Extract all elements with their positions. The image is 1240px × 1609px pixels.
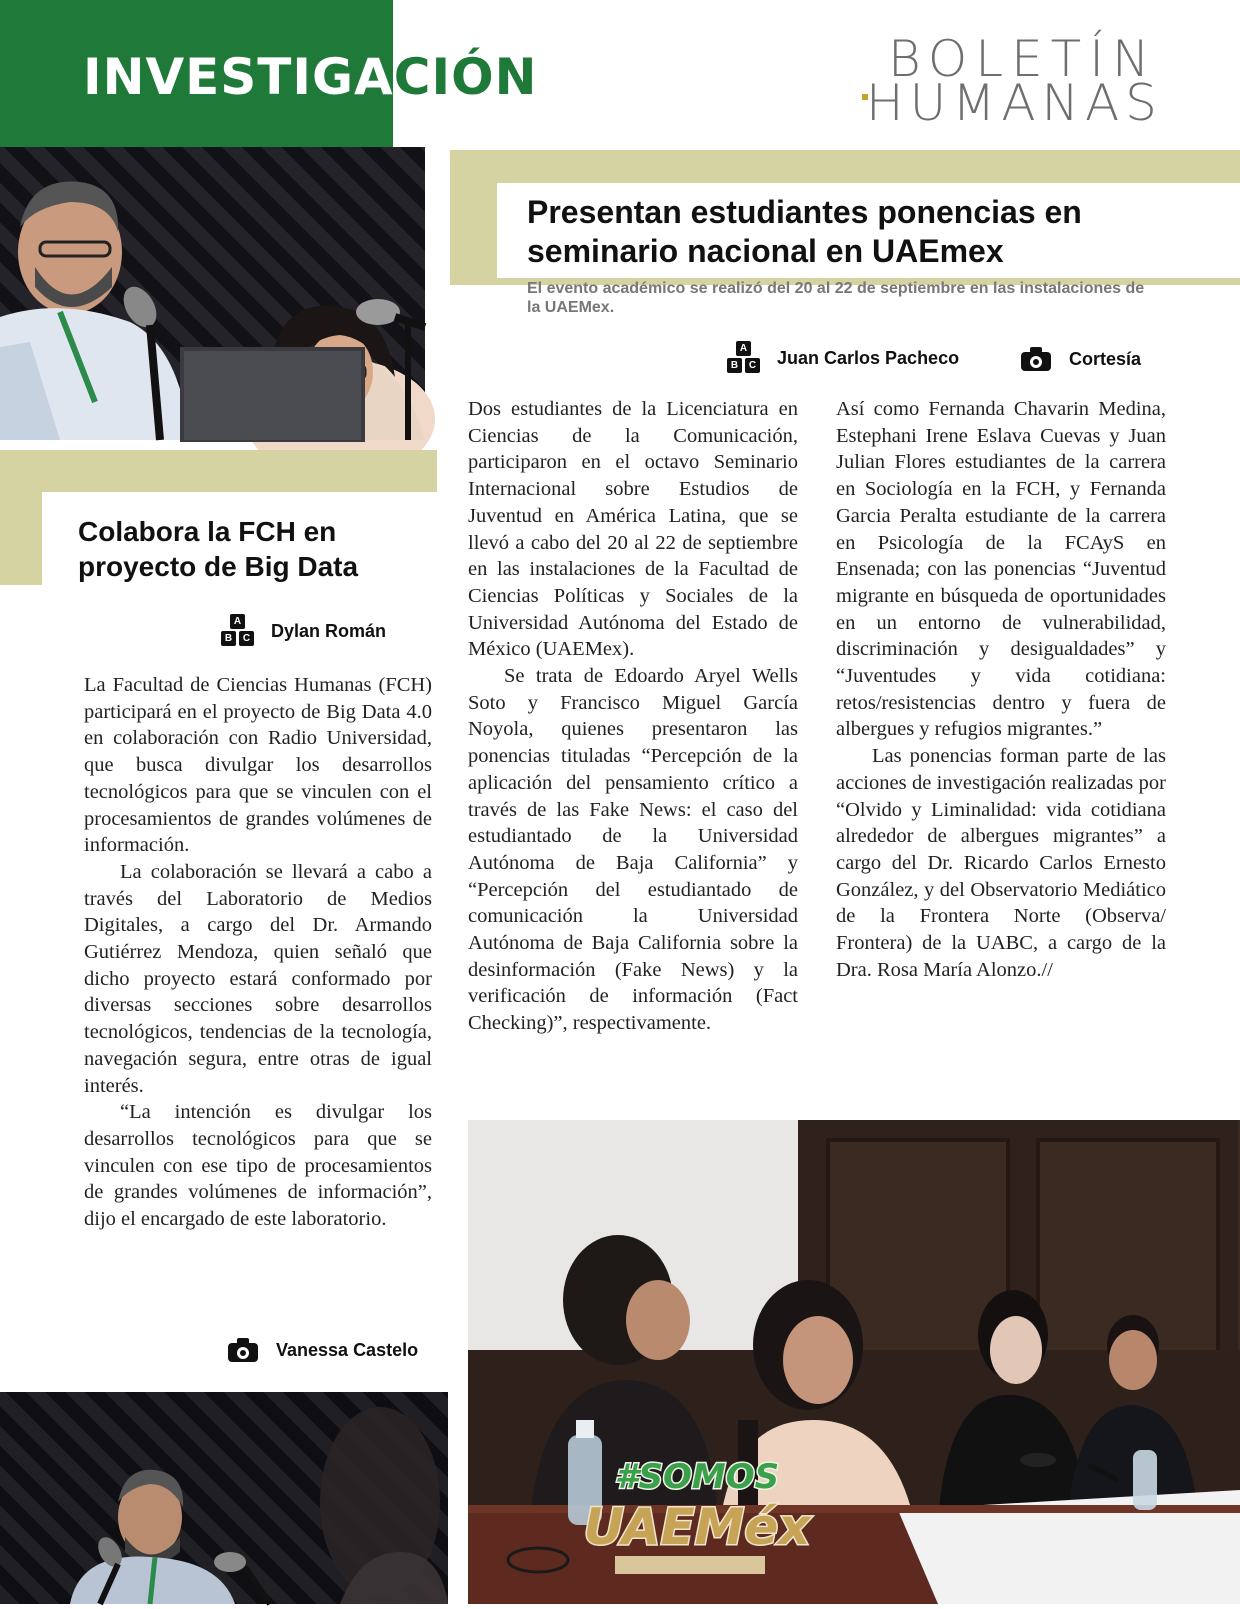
side-author-name: Dylan Román [271,620,387,641]
side-paragraph: “La intención es divulgar los desarrollos tecnológicos para que se vinculen con ese tipo de procesamientos de grandes volúmenes de información”, dijo el encargado de este laboratorio. [84,1101,432,1231]
section-title-part2: CIÓN [393,48,538,106]
main-photo-credit [1021,347,1141,371]
side-article-title: Colabora la FCH en proyecto de Big Data [78,516,359,582]
main-article-subtitle: El evento académico se realizó del 20 al 22 de septiembre en las instalaciones de la UAEMex. [527,280,1145,316]
section-title [83,48,537,106]
author-abc-icon: A B C [221,614,255,648]
camera-icon [1021,347,1051,371]
boletin-humanas-logo [862,30,1182,132]
side-author-byline [221,614,386,648]
side-article-body [84,672,432,1233]
side-photo-credit [228,1338,418,1362]
radio-studio-illustration [0,147,425,440]
somos-line1: #SOMOS [614,1457,780,1497]
main-paragraph: Así como Fernanda Chavarin Medina, Estephani Irene Eslava Cuevas y Juan Julian Flores estudiantes de la carrera en Sociología en la FCH, y Fernanda Garcia Peralta estudiante de la carrera en Psicología de la FCAyS en Ensenada; con las ponencias “Juventud migrante en búsqueda de oportunidades en un entorno de vulnerabilidad, discriminación y desigualdades” y “Juventudes y vida cotidiana: retos/resistencias dentro y fuera de albergues y refugios migrantes.” [836,398,1166,741]
logo-line2: HUMANAS [866,74,1163,132]
main-article-column-2 [836,396,1166,983]
main-article-title: Presentan estudiantes ponencias en seminario nacional en UAEmex [527,194,1082,269]
somos-sign-graphic [583,1436,811,1576]
side-paragraph: La colaboración se llevará a cabo a través del Laboratorio de Medios Digitales, a cargo del Dr. Armando Gutiérrez Mendoza, quien señaló que dicho proyecto estará conformado por diversas secciones sobre desarrollos tecnológicos, tendencias de la tecnología, navegación segura, entre otras de igual interés. [84,860,432,1097]
photo-radio-studio-top [0,147,425,440]
logo-line1: BOLETÍN [888,30,1158,88]
main-article-column-1 [468,396,798,1037]
main-paragraph: Las ponencias forman parte de las acciones de investigación realizadas por “Olvido y Liminalidad: vida cotidiana alrededor de albergues migrantes” a cargo del Dr. Ricardo Carlos Ernesto González, y del Observatorio Mediático de la Frontera Norte (Observa/ Frontera) de la UABC, a cargo de la Dra. Rosa María Alonzo.// [836,745,1166,981]
side-photo-credit-name: Vanessa Castelo [276,1339,419,1360]
section-title-part1: INVESTIGA [83,48,394,106]
photo-radio-studio-bottom [0,1392,448,1604]
somos-line2: UAEMéx [583,1498,811,1556]
main-author-byline [727,341,959,375]
camera-icon [228,1338,258,1362]
radio-studio-bottom-illustration [0,1392,448,1604]
side-paragraph: La Facultad de Ciencias Humanas (FCH) participará en el proyecto de Big Data 4.0 en colaboración con Radio Universidad, que busca divulgar los desarrollos tecnológicos para que se vinculen con el procesamientos de grandes volúmenes de información. [84,674,432,857]
main-paragraph: Se trata de Edoardo Aryel Wells Soto y Francisco Miguel García Noyola, quienes presentaron las ponencias tituladas “Percepción de la aplicación del pensamiento crítico a través de las Fake News: el caso del estudiantado de la Universidad Autónoma de Baja California” y “Percepción del estudiantado de comunicación la Universidad Autónoma de Baja California sobre la desinformación (Fake News) y la verificación de información (Fact Checking)”, respectivamente. [468,665,798,1035]
main-author-name: Juan Carlos Pacheco [777,347,960,368]
author-abc-icon: A B C [727,341,761,375]
main-paragraph: Dos estudiantes de la Licenciatura en Ciencias de la Comunicación, participaron en el octavo Seminario Internacional sobre Estudios de Juventud en América Latina, que se llevó a cabo del 20 al 22 de septiembre en las instalaciones de la Facultad de Ciencias Políticas y Sociales de la Universidad Autónoma del Estado de México (UAEMex). [468,398,798,661]
main-photo-credit-name: Cortesía [1069,348,1142,369]
somos-uaemex-sign [583,1436,811,1576]
